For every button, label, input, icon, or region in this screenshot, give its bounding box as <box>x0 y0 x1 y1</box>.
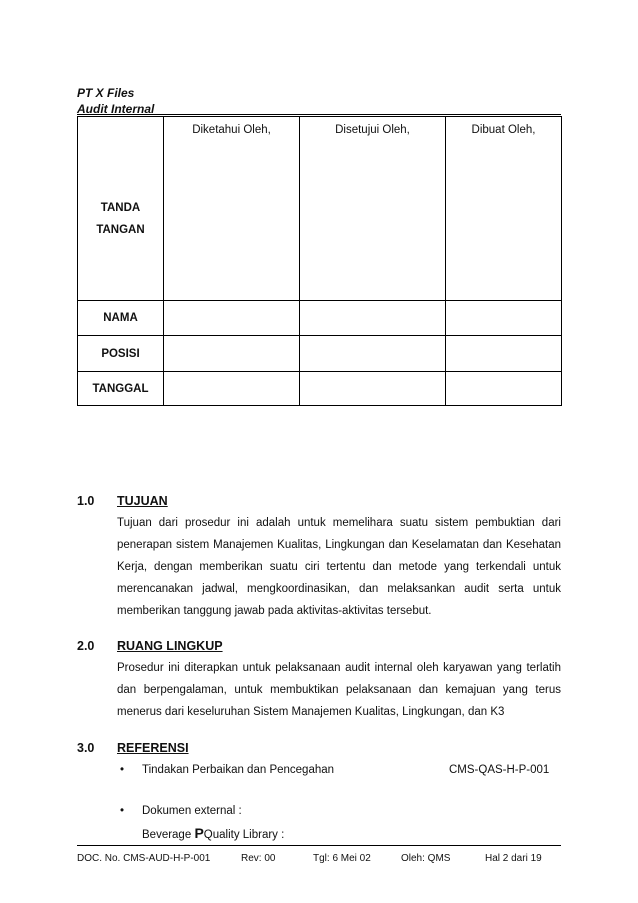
posisi-cell <box>164 336 300 372</box>
row-label-tangan: TANGAN <box>96 223 145 236</box>
section-number: 2.0 <box>77 639 95 653</box>
footer-doc-no: DOC. No. CMS-AUD-H-P-001 <box>77 853 211 864</box>
nama-cell <box>300 301 446 336</box>
tanggal-cell <box>446 372 562 406</box>
reference-subitem <box>142 825 284 841</box>
section-body: Tujuan dari prosedur ini adalah untuk memelihara suatu sistem pembuktian dari penerapan sistem Manajemen Kualitas, Lingkungan dan Keselamatan dan Kesehatan Kerja, dengan memberikan suatu ciri tertentu dan metode yang terkendali untuk merencanakan jadwal, mengkoordinasikan, dan melaksankan audit serta untuk memberikan tanggung jawab pada aktivitas-aktivitas tersebut. <box>117 517 561 617</box>
nama-row <box>78 301 562 336</box>
tanggal-cell <box>300 372 446 406</box>
signature-row <box>78 117 562 301</box>
signature-table <box>77 116 562 406</box>
posisi-cell <box>446 336 562 372</box>
posisi-cell <box>300 336 446 372</box>
reference-text: Tindakan Perbaikan dan Pencegahan <box>142 764 335 776</box>
document-title: Audit Internal <box>77 102 155 116</box>
bullet-icon: • <box>120 764 125 776</box>
footer-oleh: Oleh: QMS <box>401 853 451 864</box>
section-heading <box>77 741 561 759</box>
section-title: RUANG LINGKUP <box>117 639 223 653</box>
row-label-tanda: TANDA <box>100 201 141 214</box>
company-name: PT X Files <box>77 86 135 100</box>
section-title: REFERENSI <box>117 741 189 755</box>
section-title: TUJUAN <box>117 494 168 508</box>
section-heading <box>77 639 561 657</box>
col-diketahui: Diketahui Oleh, <box>164 117 300 301</box>
section-number: 1.0 <box>77 494 95 508</box>
posisi-row <box>78 336 562 372</box>
reference-code: CMS-QAS-H-P-001 <box>449 764 550 776</box>
sub-prefix: Beverage <box>142 829 195 841</box>
section-referensi <box>77 741 561 759</box>
nama-cell <box>446 301 562 336</box>
footer-divider <box>77 845 561 846</box>
footer-hal: Hal 2 dari 19 <box>485 853 542 864</box>
row-label-tanggal: TANGGAL <box>78 372 164 406</box>
sub-letter: P <box>194 825 204 841</box>
tanggal-row <box>78 372 562 406</box>
col-disetujui: Disetujui Oleh, <box>300 117 446 301</box>
tanggal-cell <box>164 372 300 406</box>
section-heading <box>77 494 561 512</box>
section-tujuan <box>77 494 561 622</box>
section-body: Prosedur ini diterapkan untuk pelaksanaan audit internal oleh karyawan yang terlatih dan berpengalaman, untuk membuktikan pelaksanaan dan kemajuan yang terus menerus dari keseluruhan Sistem Manajemen Kualitas, Lingkungan, dan K3 <box>117 662 561 718</box>
bullet-icon: • <box>120 805 125 817</box>
sub-suffix: Quality Library : <box>203 829 285 841</box>
row-label-tanda-tangan <box>78 117 164 301</box>
section-number: 3.0 <box>77 741 95 755</box>
reference-text: Dokumen external : <box>142 805 242 817</box>
col-dibuat: Dibuat Oleh, <box>446 117 562 301</box>
header-divider <box>77 114 561 115</box>
row-label-posisi: POSISI <box>78 336 164 372</box>
nama-cell <box>164 301 300 336</box>
row-label-nama: NAMA <box>78 301 164 336</box>
section-ruang-lingkup <box>77 639 561 723</box>
footer-rev: Rev: 00 <box>241 853 276 864</box>
footer-tgl: Tgl: 6 Mei 02 <box>313 853 371 864</box>
